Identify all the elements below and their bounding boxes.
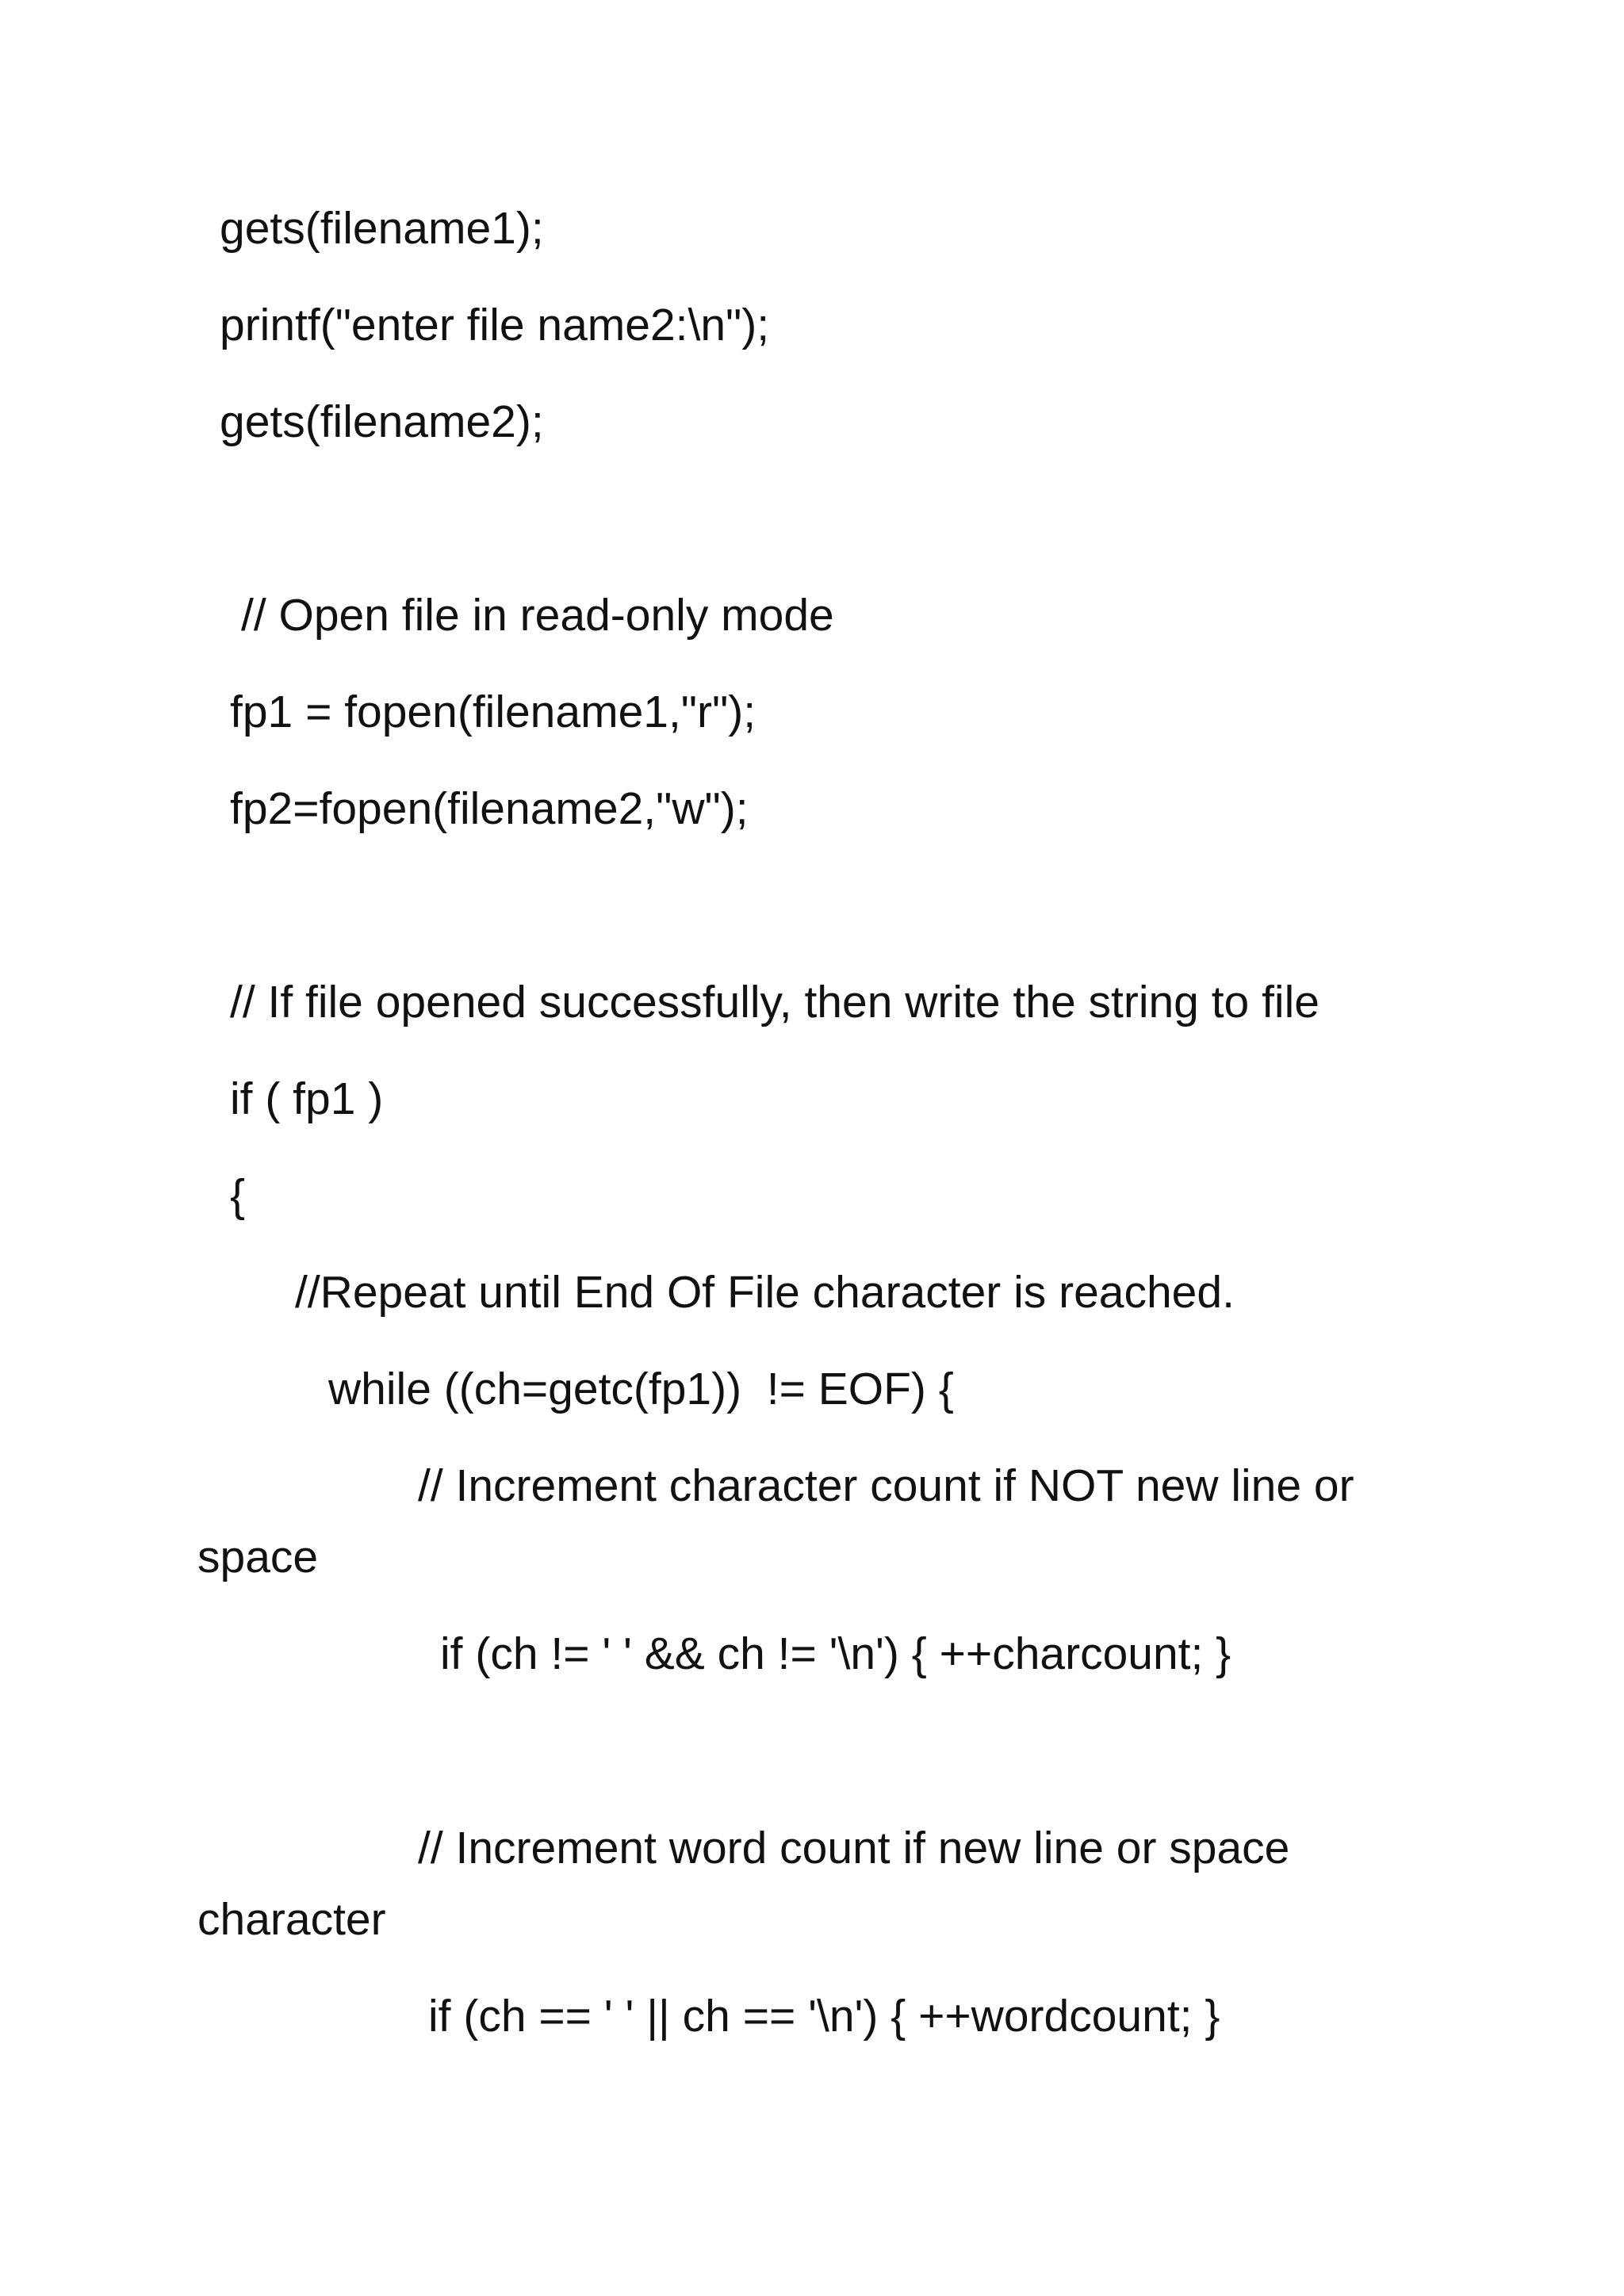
comment-increment-character-count: // Increment character count if NOT new line or [418, 1460, 1354, 1511]
code-line-open-brace: { [230, 1170, 246, 1221]
code-line-if-wordcount: if (ch == ' ' || ch == '\n') { ++wordcount; } [428, 1991, 1220, 2042]
code-line-gets-filename1: gets(filename1); [220, 203, 544, 254]
comment-open-read-only: // Open file in read-only mode [241, 590, 834, 641]
code-line-printf-enter-name2: printf("enter file name2:\n"); [220, 300, 770, 350]
code-line-if-charcount: if (ch != ' ' && ch != '\n') { ++charcount; } [440, 1628, 1231, 1679]
comment-increment-word-count: // Increment word count if new line or space [418, 1823, 1290, 1873]
comment-repeat-until-eof: //Repeat until End Of File character is reached. [295, 1267, 1235, 1318]
code-line-fopen-fp1: fp1 = fopen(filename1,"r"); [230, 687, 756, 737]
code-line-while-getc: while ((ch=getc(fp1)) != EOF) { [328, 1364, 954, 1414]
comment-wrap-character: character [197, 1894, 386, 1945]
code-line-gets-filename2: gets(filename2); [220, 396, 544, 447]
code-line-if-fp1: if ( fp1 ) [230, 1073, 384, 1124]
comment-if-file-opened: // If file opened successfully, then write the string to file [230, 977, 1320, 1027]
comment-wrap-space: space [197, 1532, 319, 1582]
code-line-fopen-fp2: fp2=fopen(filename2,"w"); [230, 783, 749, 834]
